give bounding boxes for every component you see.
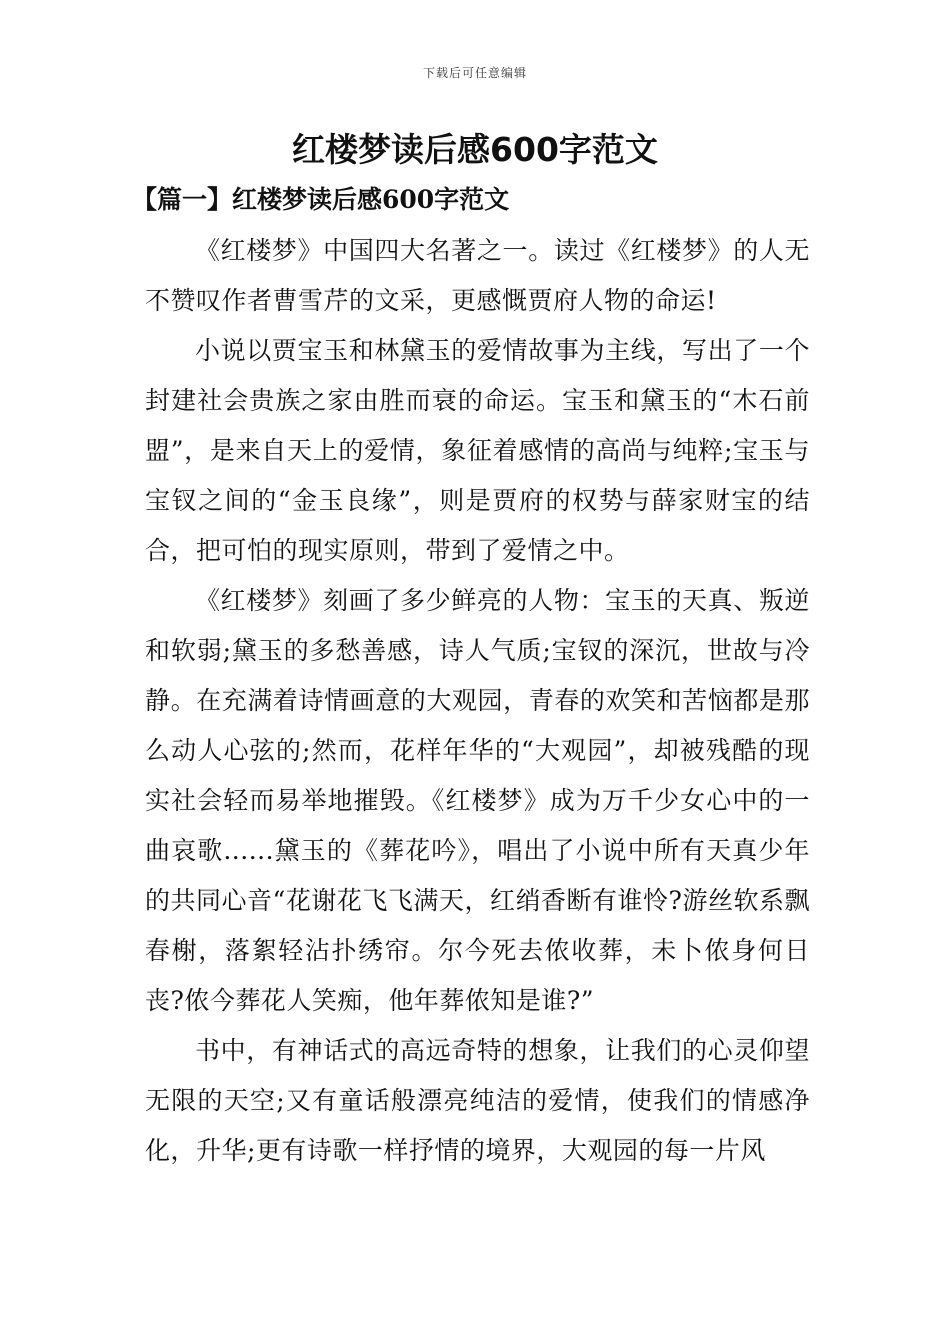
paragraph-2: 小说以贾宝玉和林黛玉的爱情故事为主线，写出了一个封建社会贵族之家由胜而衰的命运。宝玉和黛玉的“木石前盟”，是来自天上的爱情，象征着感情的高尚与纯粹;宝玉与宝钗之间的“金玉良缘”，则是贾府的权势与薛家财宝的结合，把可怕的现实原则，带到了爱情之中。 bbox=[145, 336, 810, 565]
header-note: 下载后可任意编辑 bbox=[422, 66, 527, 80]
paragraph-4: 书中，有神话式的高远奇特的想象，让我们的心灵仰望无限的天空;又有童话般漂亮纯洁的爱情，使我们的情感净化，升华;更有诗歌一样抒情的境界，大观园的每一片风 bbox=[145, 1036, 810, 1165]
document-title: 红楼梦读后感600字范文 bbox=[292, 130, 658, 169]
section-heading: 【篇一】红楼梦读后感600字范文 bbox=[132, 185, 510, 214]
document-body bbox=[145, 226, 810, 1176]
paragraph-1: 《红楼梦》中国四大名著之一。读过《红楼梦》的人无不赞叹作者曹雪芹的文采，更感慨贾府人物的命运! bbox=[145, 236, 810, 315]
paragraph-3: 《红楼梦》刻画了多少鲜亮的人物：宝玉的天真、叛逆和软弱;黛玉的多愁善感，诗人气质;宝钗的深沉，世故与冷静。在充满着诗情画意的大观园，青春的欢笑和苦恼都是那么动人心弦的;然而，花样年华的“大观园”，却被残酷的现实社会轻而易举地摧毁。《红楼梦》成为万千少女心中的一曲哀歌......黛玉的《葬花吟》，唱出了小说中所有天真少年的共同心音“花谢花飞飞满天，红绡香断有谁怜?游丝软系飘春榭，落絮轻沾扑绣帘。尔今死去侬收葬，未卜侬身何日丧?侬今葬花人笑痴，他年葬侬知是谁?” bbox=[145, 586, 810, 1015]
